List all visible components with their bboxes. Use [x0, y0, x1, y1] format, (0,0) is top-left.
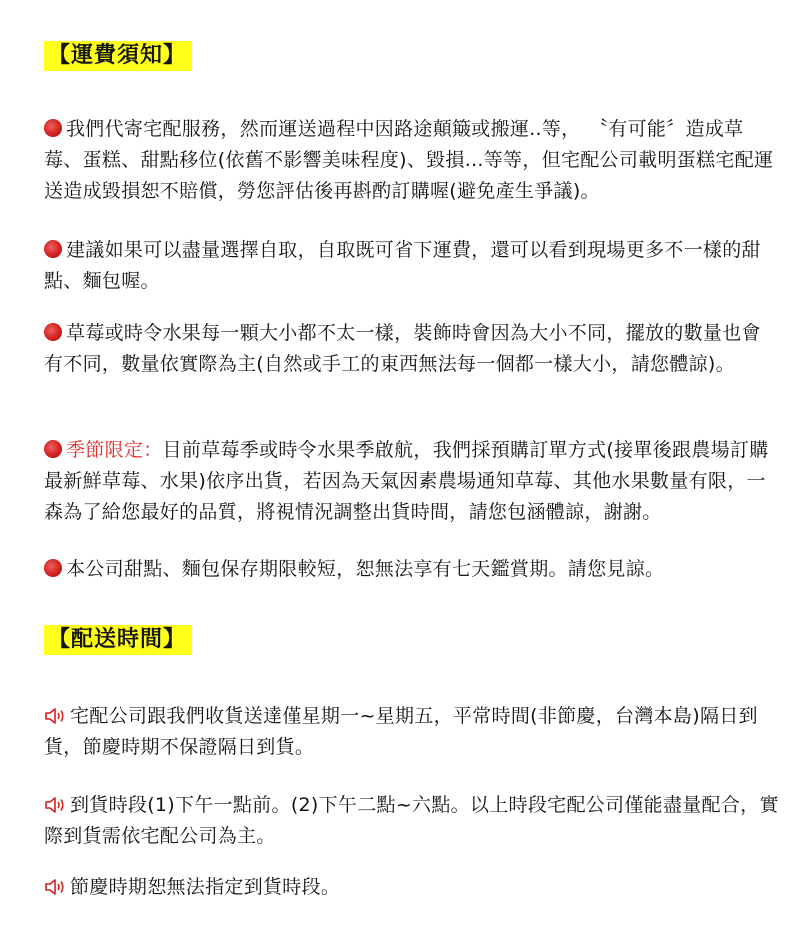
notice-item-3 [44, 318, 779, 380]
red-dot-icon [44, 240, 62, 258]
notice-item-3-text: 草莓或時令水果每一顆大小都不太一樣，裝飾時會因為大小不同，擺放的數量也會有不同，數量依實際為主(自然或手工的東西無法每一個都一樣大小，請您體諒)。 [44, 322, 761, 375]
delivery-item-1 [44, 701, 779, 763]
notice-item-4-text: 目前草莓季或時令水果季啟航，我們採預購訂單方式(接單後跟農場訂購最新鮮草莓、水果)依序出貨，若因為天氣因素農場通知草莓、其他水果數量有限，一森為了給您最好的品質，將視情況調整出貨時間，請您包涵體諒，謝謝。 [44, 439, 769, 523]
notice-item-1 [44, 114, 779, 207]
notice-item-4 [44, 435, 779, 528]
red-dot-icon [44, 559, 62, 577]
delivery-item-3-text: 節慶時期恕無法指定到貨時段。 [70, 876, 341, 898]
notice-item-1-text-rest: 草莓、蛋糕、甜點移位(依舊不影響美味程度)、毀損...等等，但宅配公司載明蛋糕宅配運送造成毀損恕不賠償，勞您評估後再斟酌訂購喔(避免產生爭議)。 [44, 118, 774, 202]
speaker-icon [44, 878, 66, 896]
delivery-item-2-text: 到貨時段(1)下午一點前。(2)下午二點~六點。以上時段宅配公司僅能盡量配合，實際到貨需依宅配公司為主。 [44, 794, 779, 847]
notice-item-1-quote: 〝有可能〞造成 [598, 118, 725, 140]
notice-item-5 [44, 554, 779, 585]
delivery-time-heading: 【配送時間】 [44, 625, 192, 655]
notice-item-1-text: 我們代寄宅配服務，然而運送過程中因路途顛簸或搬運..等， [66, 118, 581, 140]
notice-item-2 [44, 235, 779, 297]
shipping-notice-heading: 【運費須知】 [44, 41, 192, 71]
speaker-icon [44, 796, 66, 814]
delivery-item-3 [44, 872, 779, 903]
red-dot-icon [44, 323, 62, 341]
seasonal-label: 季節限定： [66, 439, 163, 461]
notice-item-5-text: 本公司甜點、麵包保存期限較短，恕無法享有七天鑑賞期。請您見諒。 [66, 558, 665, 580]
delivery-item-1-text: 宅配公司跟我們收貨送達僅星期一~星期五，平常時間(非節慶，台灣本島)隔日到貨，節慶時期不保證隔日到貨。 [44, 705, 758, 758]
red-dot-icon [44, 119, 62, 137]
notice-item-2-text: 建議如果可以盡量選擇自取，自取既可省下運費，還可以看到現場更多不一樣的甜點、麵包喔。 [44, 239, 761, 292]
red-dot-icon [44, 440, 62, 458]
speaker-icon [44, 707, 66, 725]
delivery-item-2 [44, 790, 779, 852]
